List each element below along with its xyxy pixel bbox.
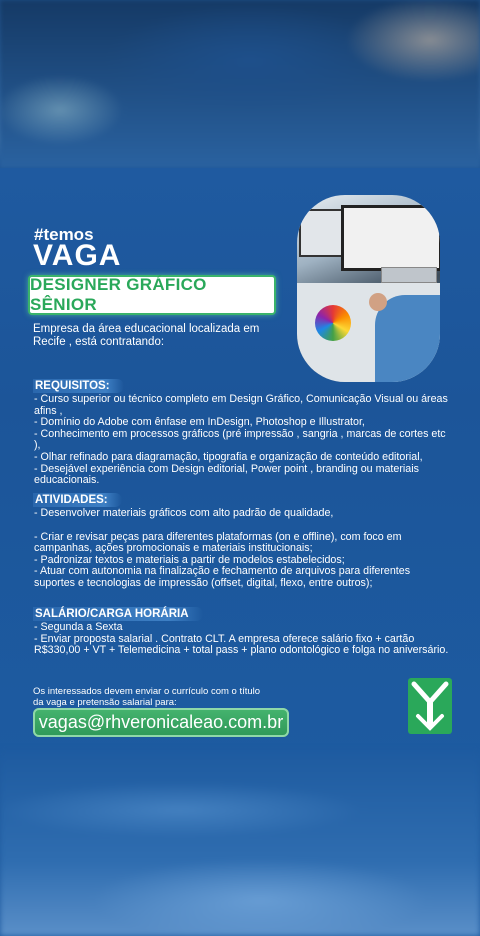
color-wheel-icon	[315, 305, 351, 341]
blurred-backdrop-bottom	[0, 750, 480, 936]
section-label-atividades: ATIVIDADES:	[33, 493, 122, 507]
blurred-backdrop-top	[0, 0, 480, 168]
list-item: - Atuar com autonomia na finalização e fechamento de arquivos para diferentes suportes e tecnologias de impressão (offset, digital, flexo, entre outros);	[34, 565, 411, 589]
list-item: - Curso superior ou técnico completo em Design Gráfico, Comunicação Visual ou áreas afins ,	[34, 393, 448, 417]
requisitos-list	[34, 394, 454, 487]
list-item: - Enviar proposta salarial . Contrato CLT. A empresa oferece salário fixo + cartão R$330,00 + VT + Telemedicina + total pass + plano odontológico e folga no aniversário.	[34, 632, 449, 657]
designer-photo	[297, 195, 440, 382]
list-item: - Conhecimento em processos gráficos (pré impressão , sangria , marcas de cortes etc ),	[34, 427, 446, 452]
list-item: - Olhar refinado para diagramação, tipografia e organização de conteúdo editorial,	[34, 450, 423, 463]
list-item: - Segunda a Sexta	[34, 621, 123, 633]
job-role-badge	[28, 275, 276, 315]
section-label-salario: SALÁRIO/CARGA HORÁRIA	[33, 607, 203, 621]
company-logo-icon	[408, 678, 452, 734]
list-item: - Padronizar textos e materiais a partir de modelos estabelecidos;	[34, 553, 345, 566]
list-item: - Domínio do Adobe com ênfase em InDesign, Photoshop e Illustrator,	[34, 416, 365, 429]
hashtag-label: #temos	[34, 225, 94, 244]
salario-list	[34, 622, 454, 657]
section-label-requisitos: REQUISITOS:	[33, 379, 124, 393]
company-intro: Empresa da área educacional localizada em Recife , está contratando:	[33, 323, 260, 348]
atividades-list	[34, 508, 454, 590]
list-item: - Desejável experiência com Design editorial, Power point , branding ou materiais educacionais.	[34, 462, 419, 487]
application-instructions: Os interessados devem enviar o currículo com o título da vaga e pretensão salarial para:	[33, 686, 261, 708]
list-item: - Criar e revisar peças para diferentes plataformas (on e offline), com foco em campanhas, ações promocionais e materiais institucionais;	[34, 530, 402, 555]
email-link[interactable]	[33, 708, 289, 737]
email-text: vagas@rhveronicaleao.com.br	[38, 712, 284, 732]
page-title: VAGA	[33, 239, 122, 272]
list-item: - Desenvolver materiais gráficos com alto padrão de qualidade,	[34, 507, 334, 519]
job-role-text: DESIGNER GRÁFICO SÊNIOR	[30, 275, 207, 314]
